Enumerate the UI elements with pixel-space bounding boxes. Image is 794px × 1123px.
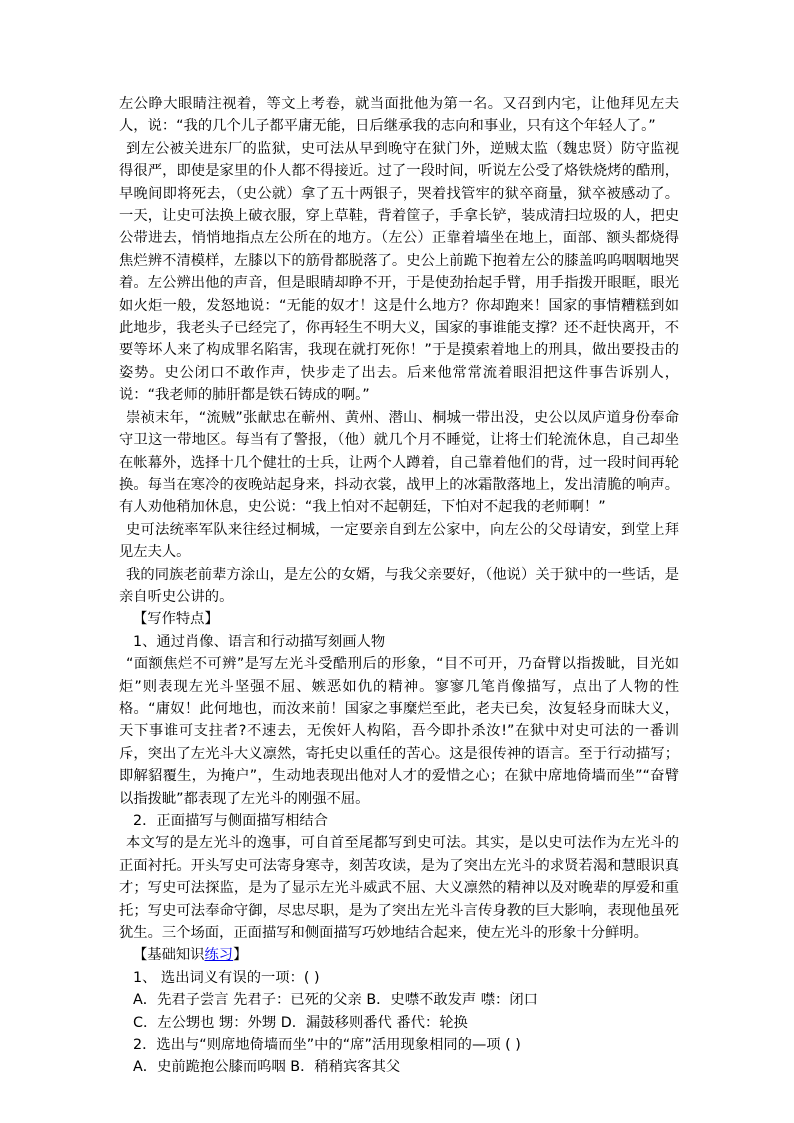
exercise-link[interactable]: 练习 bbox=[204, 947, 234, 964]
document-page bbox=[119, 93, 679, 1079]
paragraph-5: 我的同族老前辈方涂山，是左公的女婿，与我父亲要好，（他说）关于狱中的一些话，是亲自听史公讲的。 bbox=[119, 566, 679, 605]
paragraph-3: 崇祯末年，“流贼”张献忠在蕲州、黄州、潜山、桐城一带出没，史公以凤庐道身份奉命守卫这一带地区。每当有了警报，（他）就几个月不睡觉，让将士们轮流休息，自己却坐在帐幕外，选择十几个健壮的士兵，让两个人蹲着，自己靠着他们的背，过一段时间再轮换。每当在寒冷的夜晚站起身来，抖动衣裳，战甲上的冰霜散落地上，发出清脆的响声。有人劝他稍加休息，史公说：“我上怕对不起朝廷，下怕对不起我的老师啊！” bbox=[119, 409, 679, 516]
writing-point-2-title: 2．正面描写与侧面描写相结合 bbox=[133, 813, 328, 829]
writing-features-heading: 【写作特点】 bbox=[133, 611, 219, 628]
exercise-heading-suffix: 】 bbox=[233, 947, 248, 964]
paragraph-4: 史可法统率军队来往经过桐城，一定要亲自到左公家中，向左公的父母请安，到堂上拜见左夫人。 bbox=[119, 521, 679, 561]
question-1-options-ab: A．先君子尝言 先君子：已死的父亲 B．史噤不敢发声 噤：闭口 bbox=[133, 992, 538, 1009]
writing-point-1-title: 1、通过肖像、语言和行动描写刻画人物 bbox=[133, 633, 386, 650]
paragraph-2: 到左公被关进东厂的监狱，史可法从早到晚守在狱门外，逆贼太监（魏忠贤）防守监视得很严，即使是家里的仆人都不得接近。过了一段时间，听说左公受了烙铁烧烤的酷刑，早晚间即将死去，（史公就）拿了五十两银子，哭着找管牢的狱卒商量，狱卒被感动了。一天，让史可法换上破衣服，穿上草鞋，背着筐子，手拿长铲，装成清扫垃圾的人，把史公带进去，悄悄地指点左公所在的地方。（左公）正靠着墙坐在地上，面部、额头都烧得焦烂辨不清模样，左膝以下的筋骨都脱落了。史公上前跪下抱着左公的膝盖呜呜咽咽地哭着。左公辨出他的声音，但是眼睛却睁不开，于是使劲抬起手臂，用手指拨开眼眶，眼光如火炬一般，发怒地说：“无能的奴才！这是什么地方？你却跑来！国家的事情糟糕到如此地步，我老头子已经完了，你再轻生不明大义，国家的事谁能支撑？还不赶快离开，不要等坏人来了构成罪名陷害，我现在就打死你！”于是摸索着地上的刑具，做出要投击的姿势。史公闭口不敢作声，快步走了出去。后来他常常流着眼泪把这件事告诉别人，说：“我老师的肺肝都是铁石铸成的啊。” bbox=[119, 140, 679, 404]
exercise-heading bbox=[119, 944, 679, 966]
question-1-options-cd: C．左公甥也 甥：外甥 D．漏鼓移则番代 番代：轮换 bbox=[133, 1014, 468, 1031]
writing-point-2-body: 本文写的是左光斗的逸事，可自首至尾都写到史可法。其实，是以史可法作为左光斗的正面衬托。开头写史可法寄身寒寺，刻苦攻读，是为了突出左光斗的求贤若渴和慧眼识真才；写史可法探监，是为了显示左光斗威武不屈、大义凛然的精神以及对晚辈的厚爱和重托；写史可法奉命守御，尽忠尽职，是为了突出左光斗言传身教的巨大影响，表现他虽死犹生。三个场面，正面描写和侧面描写巧妙地结合起来，使左光斗的形象十分鲜明。 bbox=[119, 835, 679, 942]
question-1: 1、 选出词义有误的一项：( ) bbox=[133, 969, 320, 986]
writing-point-1-body: “面额焦烂不可辨”是写左光斗受酷刑后的形象，“目不可开，乃奋臂以指拨眦，目光如炬”则表现左光斗坚强不屈、嫉恶如仇的精神。寥寥几笔肖像描写，点出了人物的性格。“庸奴！此何地也，而汝来前！国家之事糜烂至此，老夫已矣，汝复轻身而昧大义，天下事谁可支拄者?不速去，无俟奸人构陷，吾今即扑杀汝!”在狱中对史可法的一番训斥，突出了左光斗大义凛然，寄托史以重任的苦心。这是很传神的语言。至于行动描写；即解貂覆生，为掩户”，生动地表现出他对人才的爱惜之心；在狱中席地倚墙而坐”“奋臂以指拨眦”都表现了左光斗的刚强不屈。 bbox=[119, 656, 679, 807]
question-2: 2．选出与“则席地倚墙而坐”中的“席”活用现象相同的—项 ( ) bbox=[133, 1037, 521, 1054]
paragraph-1: 左公睁大眼睛注视着，等文上考卷，就当面批他为第一名。又召到内宅，让他拜见左夫人，说：“我的几个儿子都平庸无能，日后继承我的志向和事业，只有这个年轻人了。” bbox=[119, 96, 679, 135]
question-2-options-ab: A．史前跪抱公膝而呜咽 B．稍稍宾客其父 bbox=[133, 1059, 401, 1076]
exercise-heading-prefix: 【基础知识 bbox=[133, 947, 205, 964]
